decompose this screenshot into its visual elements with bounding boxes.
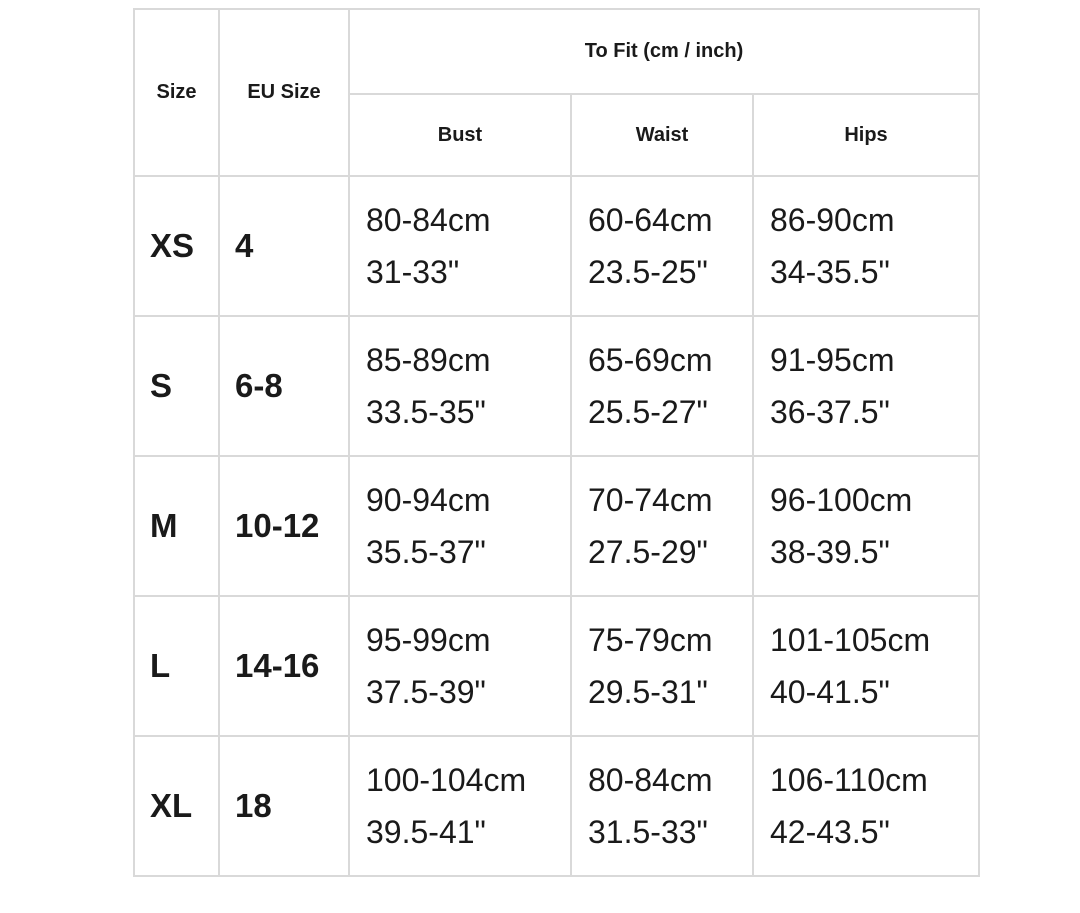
- cm-value: 75-79cm: [588, 622, 713, 658]
- hips-cell: [753, 316, 979, 456]
- eu-size-cell: 6-8: [219, 316, 349, 456]
- cm-value: 86-90cm: [770, 202, 895, 238]
- cm-value: 106-110cm: [770, 762, 928, 798]
- inch-value: 27.5-29": [588, 534, 708, 570]
- size-chart-table: [133, 8, 980, 877]
- table-row: [134, 316, 979, 456]
- eu-size-cell: 4: [219, 176, 349, 316]
- cm-value: 96-100cm: [770, 482, 913, 518]
- inch-value: 25.5-27": [588, 394, 708, 430]
- eu-size-cell: 14-16: [219, 596, 349, 736]
- header-eu-size: EU Size: [219, 9, 349, 176]
- inch-value: 37.5-39": [366, 674, 486, 710]
- header-to-fit: To Fit (cm / inch): [349, 9, 979, 94]
- inch-value: 40-41.5": [770, 674, 890, 710]
- cm-value: 85-89cm: [366, 342, 491, 378]
- hips-cell: [753, 736, 979, 876]
- table-row: [134, 736, 979, 876]
- bust-cell: [349, 176, 571, 316]
- cm-value: 90-94cm: [366, 482, 491, 518]
- inch-value: 23.5-25": [588, 254, 708, 290]
- waist-cell: [571, 736, 753, 876]
- size-cell: L: [134, 596, 219, 736]
- size-cell: XS: [134, 176, 219, 316]
- size-cell: M: [134, 456, 219, 596]
- inch-value: 33.5-35": [366, 394, 486, 430]
- header-size: Size: [134, 9, 219, 176]
- inch-value: 36-37.5": [770, 394, 890, 430]
- inch-value: 35.5-37": [366, 534, 486, 570]
- eu-size-cell: 18: [219, 736, 349, 876]
- cm-value: 100-104cm: [366, 762, 527, 798]
- cm-value: 80-84cm: [366, 202, 491, 238]
- hips-cell: [753, 176, 979, 316]
- waist-cell: [571, 316, 753, 456]
- bust-cell: [349, 736, 571, 876]
- size-cell: S: [134, 316, 219, 456]
- cm-value: 80-84cm: [588, 762, 713, 798]
- table-row: [134, 596, 979, 736]
- header-hips: Hips: [753, 94, 979, 176]
- bust-cell: [349, 456, 571, 596]
- cm-value: 70-74cm: [588, 482, 713, 518]
- cm-value: 65-69cm: [588, 342, 713, 378]
- inch-value: 34-35.5": [770, 254, 890, 290]
- cm-value: 91-95cm: [770, 342, 895, 378]
- waist-cell: [571, 596, 753, 736]
- inch-value: 31-33": [366, 254, 460, 290]
- eu-size-cell: 10-12: [219, 456, 349, 596]
- inch-value: 39.5-41": [366, 814, 486, 850]
- table-row: [134, 456, 979, 596]
- inch-value: 38-39.5": [770, 534, 890, 570]
- header-bust: Bust: [349, 94, 571, 176]
- hips-cell: [753, 456, 979, 596]
- cm-value: 101-105cm: [770, 622, 931, 658]
- waist-cell: [571, 176, 753, 316]
- cm-value: 95-99cm: [366, 622, 491, 658]
- waist-cell: [571, 456, 753, 596]
- inch-value: 29.5-31": [588, 674, 708, 710]
- size-cell: XL: [134, 736, 219, 876]
- table-row: [134, 176, 979, 316]
- cm-value: 60-64cm: [588, 202, 713, 238]
- bust-cell: [349, 316, 571, 456]
- hips-cell: [753, 596, 979, 736]
- bust-cell: [349, 596, 571, 736]
- header-waist: Waist: [571, 94, 753, 176]
- table-header: [134, 9, 979, 176]
- inch-value: 42-43.5": [770, 814, 890, 850]
- inch-value: 31.5-33": [588, 814, 708, 850]
